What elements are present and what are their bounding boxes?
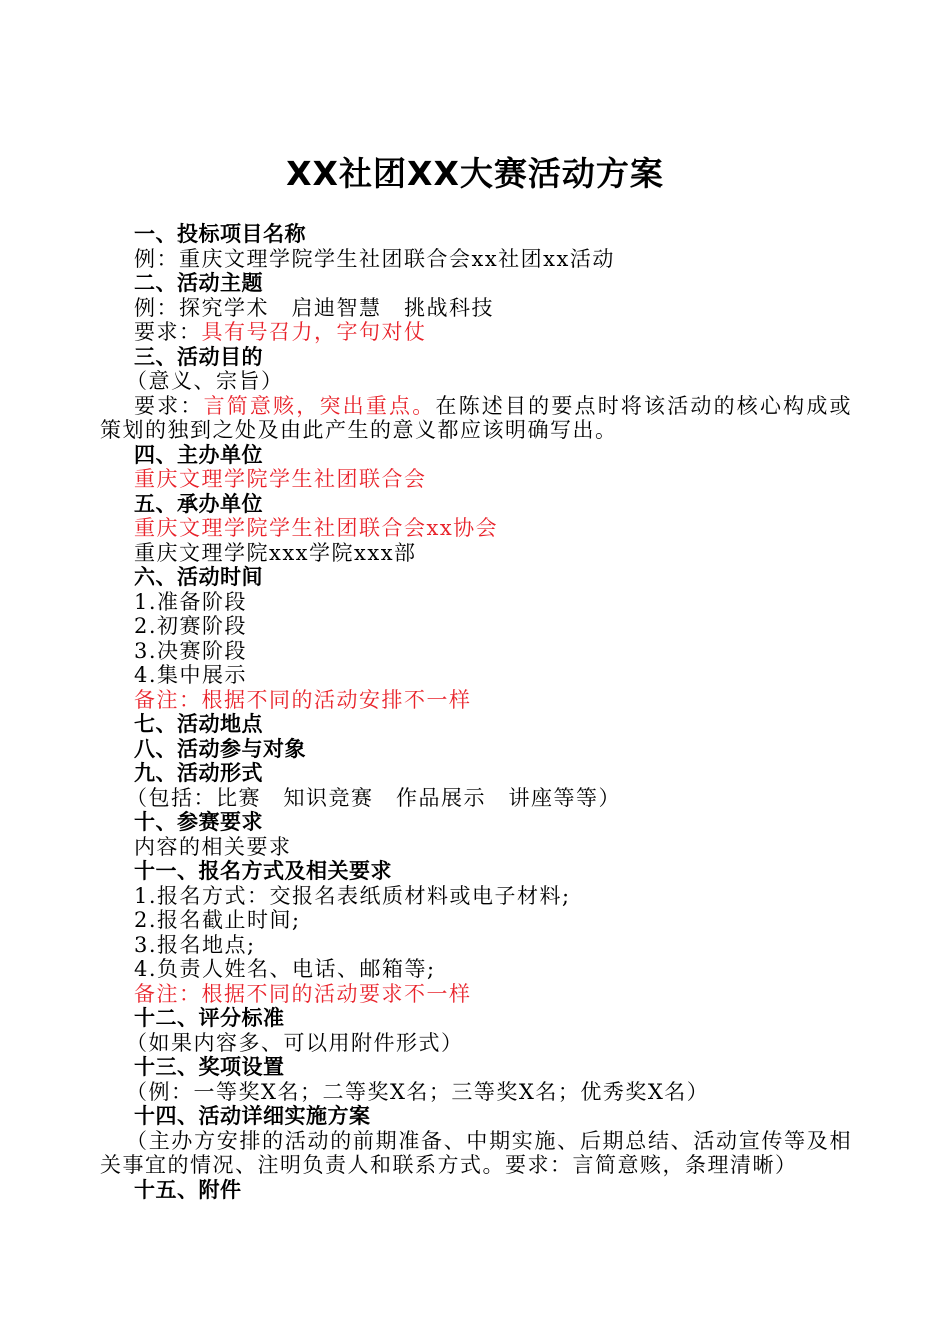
note-text: （包括：比赛 知识竞赛 作品展示 讲座等等） <box>126 785 621 810</box>
section-heading: 七、活动地点 <box>134 712 263 736</box>
section-heading: 八、活动参与对象 <box>134 736 306 761</box>
section-heading: 四、主办单位 <box>134 442 263 467</box>
requirement-text <box>100 320 852 345</box>
section-heading: 二、活动主题 <box>134 271 263 295</box>
requirement-highlight: 具有号召力，字句对仗 <box>201 320 427 344</box>
list-item: 1.准备阶段 <box>134 589 248 614</box>
note-text: （例：一等奖X名；二等奖X名；三等奖X名；优秀奖X名） <box>126 1079 710 1104</box>
note-text: （如果内容多、可以用附件形式） <box>126 1030 464 1055</box>
list-item: 3.报名地点; <box>134 932 256 957</box>
list-item: 3.决赛阶段 <box>134 638 248 663</box>
document-title: XX社团XX大赛活动方案 <box>286 154 664 193</box>
section-heading: 十四、活动详细实施方案 <box>134 1104 371 1128</box>
requirement-detail: 在陈述目的要点时将该活动的核心构成或策划的独到之处及由此产生的意义都应该明确写出。 <box>100 393 853 442</box>
section-heading: 十三、奖项设置 <box>134 1055 285 1079</box>
section-heading: 九、活动形式 <box>134 761 263 785</box>
section-heading: 五、承办单位 <box>134 491 263 516</box>
example-text: 例：探究学术 启迪智慧 挑战科技 <box>134 295 494 320</box>
example-text: 例：重庆文理学院学生社团联合会xx社团xx活动 <box>134 246 615 271</box>
note-text: （意义、宗旨） <box>126 369 284 393</box>
list-item: 2.报名截止时间; <box>134 908 301 932</box>
remark-text: 备注：根据不同的活动要求不一样 <box>134 981 472 1006</box>
list-item: 4.负责人姓名、电话、邮箱等; <box>134 957 436 981</box>
section-heading: 十一、报名方式及相关要求 <box>134 859 392 883</box>
section-heading: 三、活动目的 <box>134 344 263 369</box>
section-heading: 十二、评分标准 <box>134 1006 285 1030</box>
requirement-paragraph <box>100 394 852 443</box>
remark-text: 备注：根据不同的活动安排不一样 <box>134 687 472 712</box>
section-heading: 十五、附件 <box>134 1177 242 1202</box>
list-item: 2.初赛阶段 <box>134 614 248 638</box>
body-text: 内容的相关要求 <box>134 834 292 859</box>
list-item: 1.报名方式：交报名表纸质材料或电子材料; <box>134 883 571 908</box>
section-heading: 十、参赛要求 <box>134 810 263 834</box>
organizer-text: 重庆文理学院学生社团联合会 <box>134 467 427 491</box>
document-body <box>100 222 852 1202</box>
co-organizer-text: 重庆文理学院xxx学院xxx部 <box>134 540 417 565</box>
section-heading: 六、活动时间 <box>134 565 263 589</box>
requirement-label: 要求： <box>134 393 204 418</box>
note-paragraph: （主办方安排的活动的前期准备、中期实施、后期总结、活动宣传等及相关事宜的情况、注明负责人和联系方式。要求：言简意赅，条理清晰） <box>100 1128 852 1177</box>
section-heading: 一、投标项目名称 <box>134 222 306 246</box>
co-organizer-text: 重庆文理学院学生社团联合会xx协会 <box>134 516 499 540</box>
list-item: 4.集中展示 <box>134 663 248 687</box>
requirement-highlight: 言简意赅，突出重点。 <box>203 393 436 418</box>
requirement-label: 要求： <box>134 320 202 344</box>
